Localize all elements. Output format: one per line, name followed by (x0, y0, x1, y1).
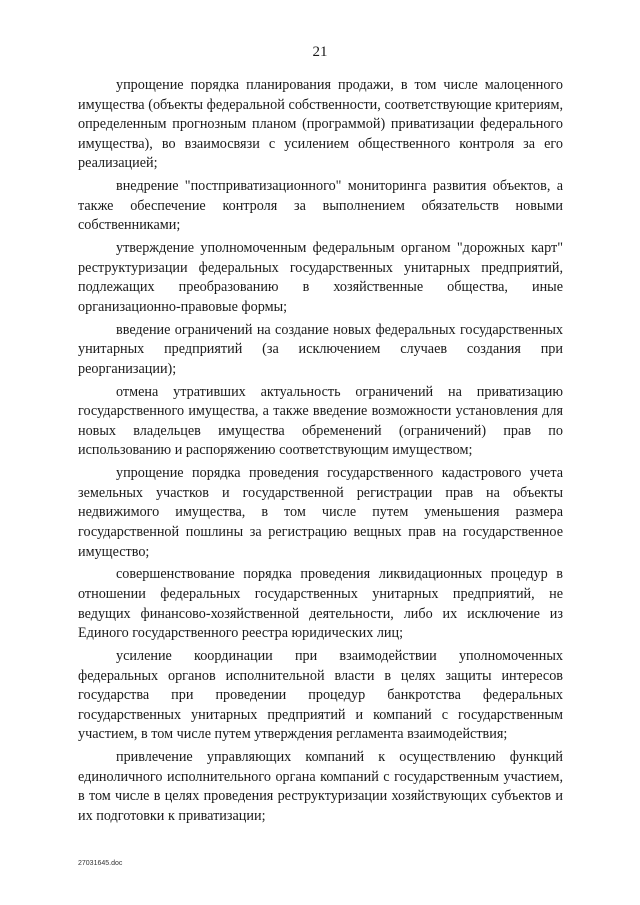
paragraph-new-enterprise-restrictions: введение ограничений на создание новых федеральных государственных унитарных предприятий (за исключением случаев создания при реорганизации); (78, 321, 563, 377)
page-number: 21 (312, 44, 328, 60)
document-body (78, 76, 563, 830)
document-file-code: 27031645.doc (78, 860, 123, 867)
paragraph-post-privatization-monitoring: внедрение "постприватизационного" мониторинга развития объектов, а также обеспечение контроля за выполнением обязательств новыми собственниками; (78, 178, 563, 234)
paragraph-bankruptcy-coordination: усиление координации при взаимодействии уполномоченных федеральных органов исполнительной власти в целях защиты интересов государства при проведении процедур банкротства федеральных государственных унитарных предприятий и компаний с государственным участием, в том числе путем утверждения регламента взаимодействия; (78, 647, 563, 743)
paragraph-liquidation-procedures: совершенствование порядка проведения ликвидационных процедур в отношении федеральных государственных унитарных предприятий, не ведущих финансово-хозяйственной деятельности, либо их исключение из Единого государственного реестра юридических лиц; (78, 566, 563, 642)
paragraph-cadastral-registration: упрощение порядка проведения государственного кадастрового учета земельных участков и государственной регистрации прав на объекты недвижимого имущества, в том числе путем уменьшения размера государственной пошлины за регистрацию вещных прав на государственное имущество; (78, 465, 563, 560)
paragraph-roadmaps-approval: утверждение уполномоченным федеральным органом "дорожных карт" реструктуризации федеральных государственных унитарных предприятий, подлежащих преобразованию в хозяйственные общества, иные организационно-правовые формы; (78, 240, 563, 315)
paragraph-planning-simplification: упрощение порядка планирования продажи, в том числе малоценного имущества (объекты федеральной собственности, соответствующие критериям, определенным прогнозным планом (программой) приватизации федерального имущества), во взаимосвязи с усилением общественного контроля за его реализацией; (78, 77, 563, 172)
paragraph-management-companies: привлечение управляющих компаний к осуществлению функций единоличного исполнительного органа компаний с государственным участием, в том числе в целях проведения реструктуризации хозяйствующих субъектов и их подготовки к приватизации; (78, 749, 563, 824)
paragraph-restrictions-cancellation: отмена утративших актуальность ограничений на приватизацию государственного имущества, а также введение возможности установления для новых владельцев имущества обременений (ограничений) прав по использованию и распоряжению соответствующим имуществом; (78, 383, 563, 459)
